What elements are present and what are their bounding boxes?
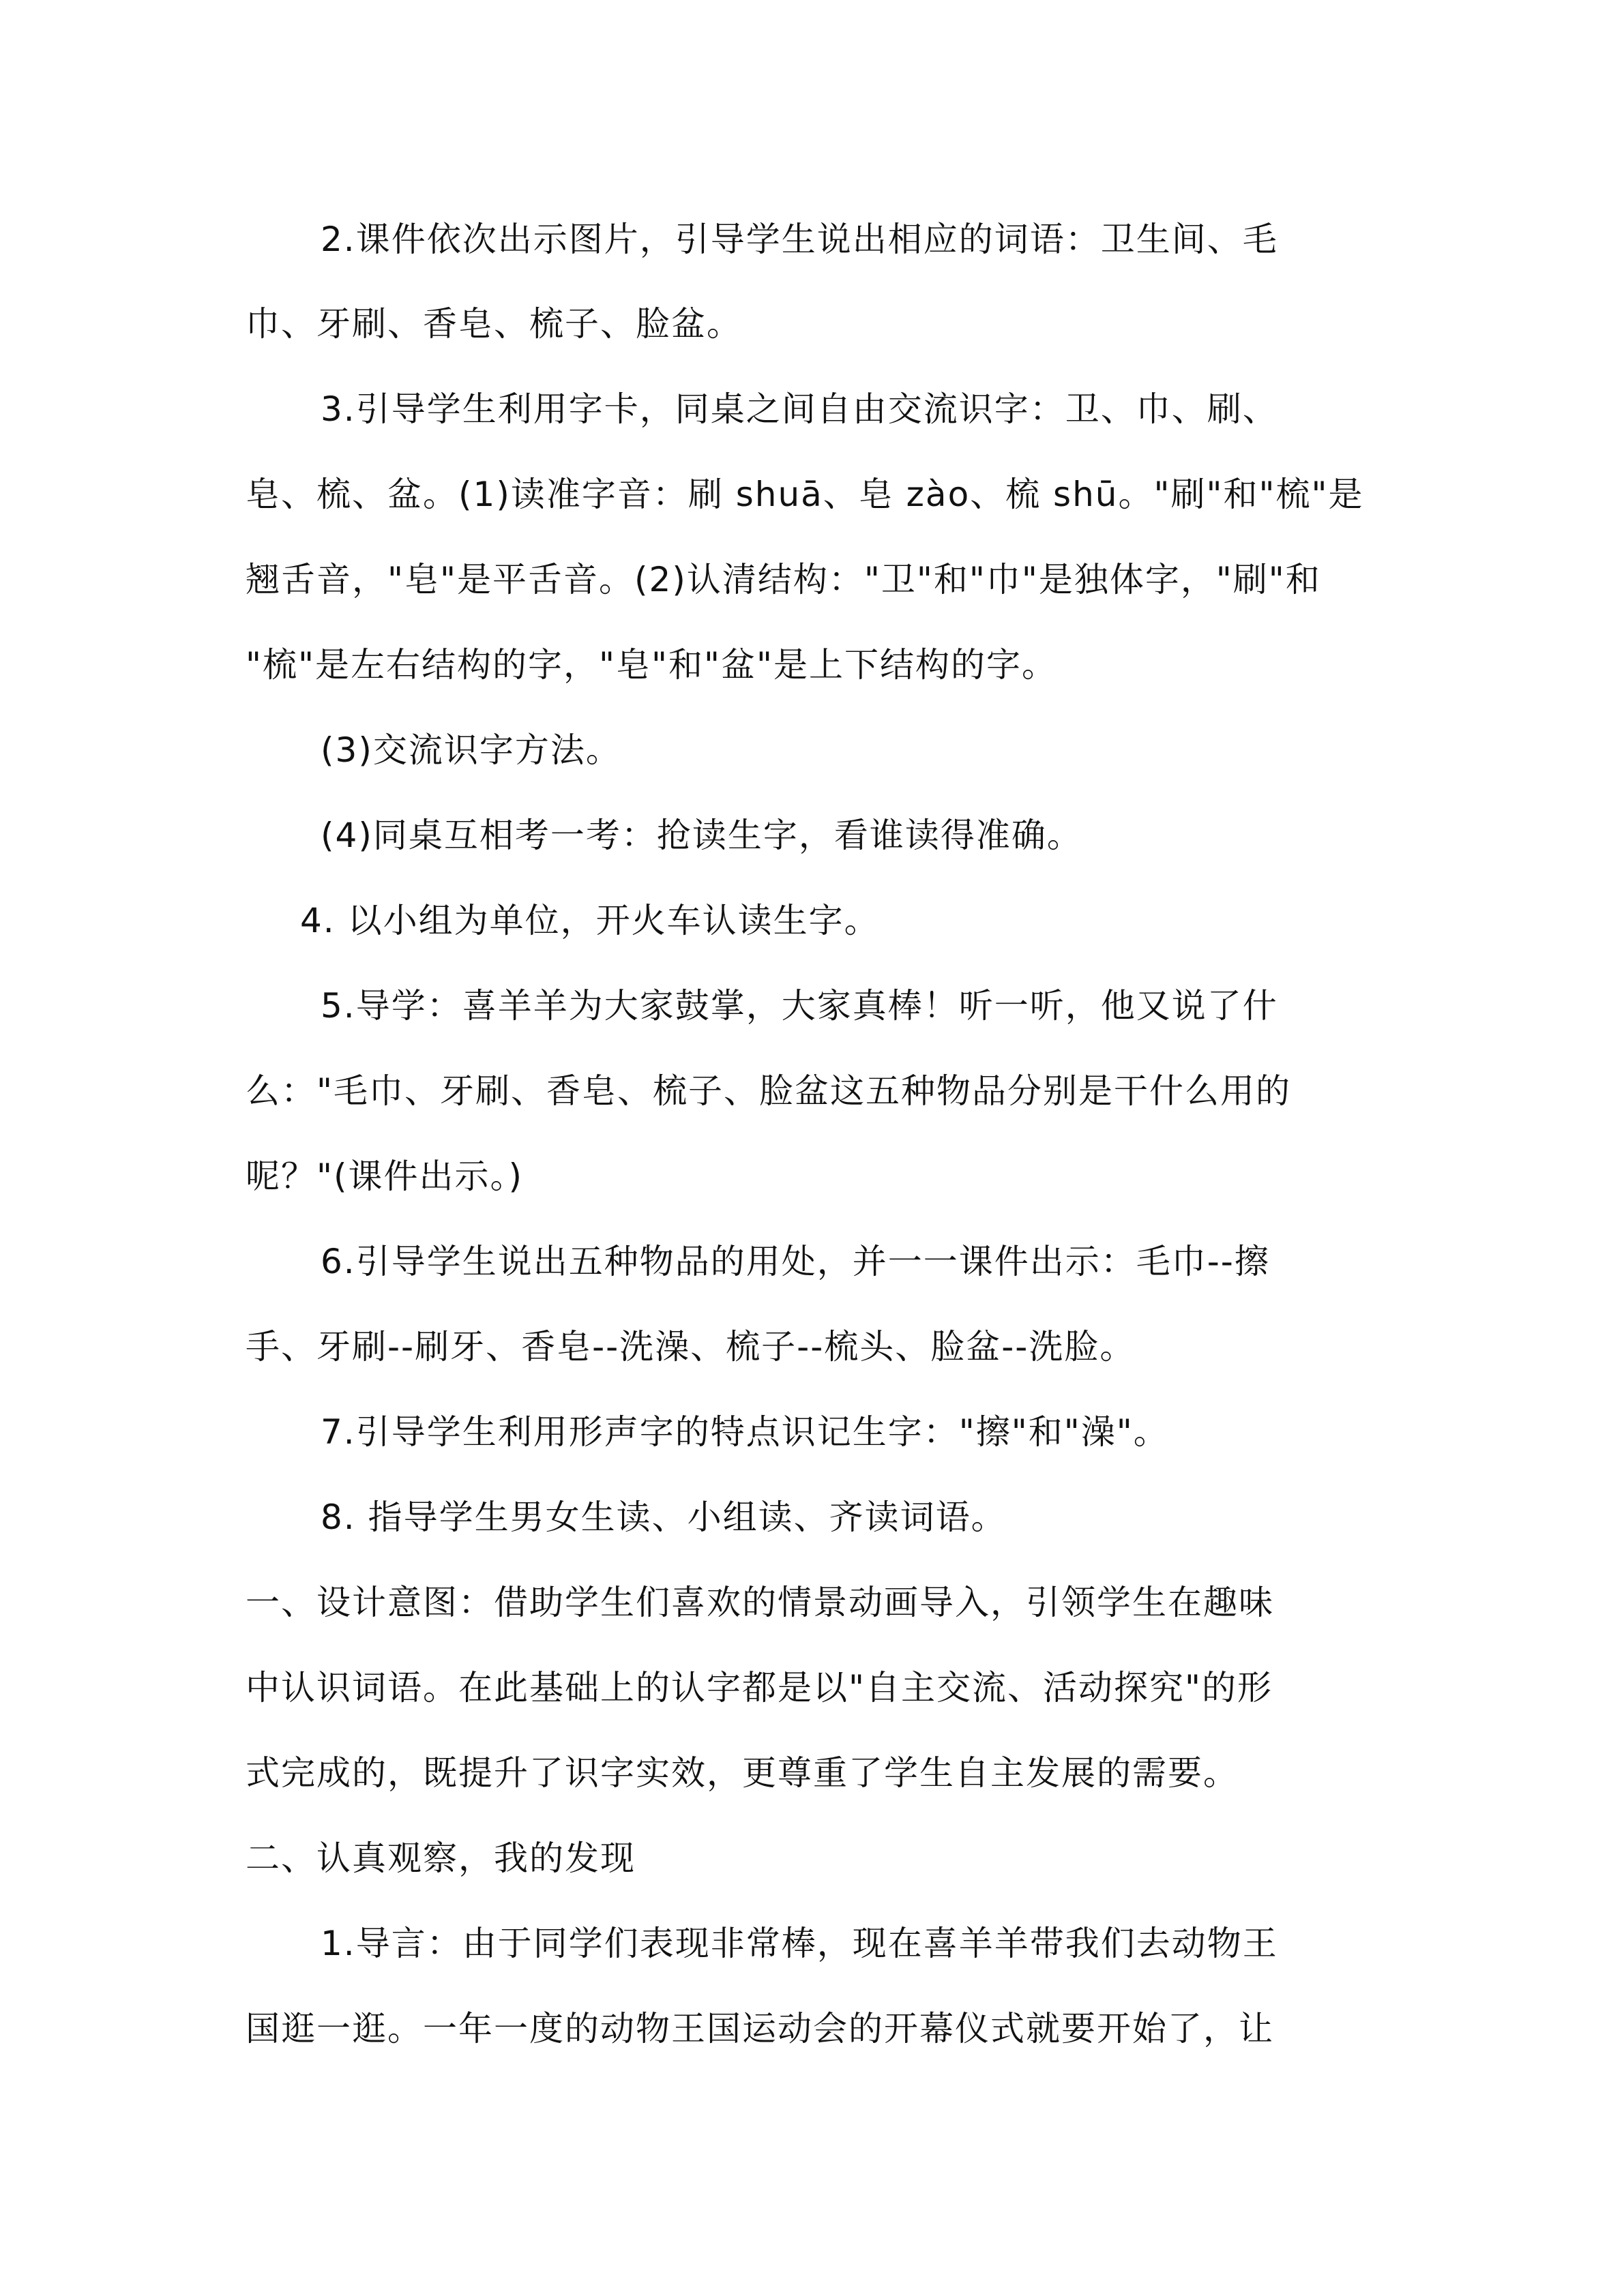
- text-line: 中认识词语。在此基础上的认字都是以"自主交流、活动探究"的形: [246, 1668, 1273, 1708]
- text-line: 一、设计意图：借助学生们喜欢的情景动画导入，引领学生在趣味: [246, 1583, 1274, 1622]
- text-line: 6.引导学生说出五种物品的用处，并一一课件出示：毛巾--擦: [321, 1242, 1270, 1281]
- text-line: 1.导言：由于同学们表现非常棒，现在喜羊羊带我们去动物王: [321, 1924, 1278, 1963]
- text-line: 翘舌音，"皂"是平舌音。(2)认清结构："卫"和"巾"是独体字，"刷"和: [246, 560, 1321, 599]
- text-line: 么："毛巾、牙刷、香皂、梳子、脸盆这五种物品分别是干什么用的: [246, 1071, 1291, 1111]
- text-line: (4)同桌互相考一考：抢读生字，看谁读得准确。: [321, 816, 1082, 855]
- text-line: 8. 指导学生男女生读、小组读、齐读词语。: [321, 1497, 1007, 1537]
- text-line: 5.导学：喜羊羊为大家鼓掌，大家真棒！听一听，他又说了什: [321, 986, 1278, 1026]
- text-line: 7.引导学生利用形声字的特点识记生字："擦"和"澡"。: [321, 1412, 1169, 1452]
- text-line: "梳"是左右结构的字，"皂"和"盆"是上下结构的字。: [246, 645, 1057, 685]
- text-line: 4. 以小组为单位，开火车认读生字。: [300, 901, 880, 940]
- text-line: 手、牙刷--刷牙、香皂--洗澡、梳子--梳头、脸盆--洗脸。: [246, 1327, 1136, 1367]
- text-line: 3.引导学生利用字卡，同桌之间自由交流识字：卫、巾、刷、: [321, 389, 1278, 429]
- text-line: 二、认真观察，我的发现: [246, 1838, 636, 1878]
- text-line: 皂、梳、盆。(1)读准字音：刷 shuā、皂 zào、梳 shū。"刷"和"梳"是: [246, 475, 1364, 514]
- text-line: 呢？"(课件出示。): [246, 1157, 524, 1196]
- text-line: 式完成的，既提升了识字实效，更尊重了学生自主发展的需要。: [246, 1753, 1239, 1793]
- text-line: 巾、牙刷、香皂、梳子、脸盆。: [246, 304, 742, 344]
- text-line: 2.课件依次出示图片，引导学生说出相应的词语：卫生间、毛: [321, 220, 1278, 259]
- text-line: 国逛一逛。一年一度的动物王国运动会的开幕仪式就要开始了，让: [246, 2009, 1274, 2048]
- text-line: (3)交流识字方法。: [321, 730, 621, 770]
